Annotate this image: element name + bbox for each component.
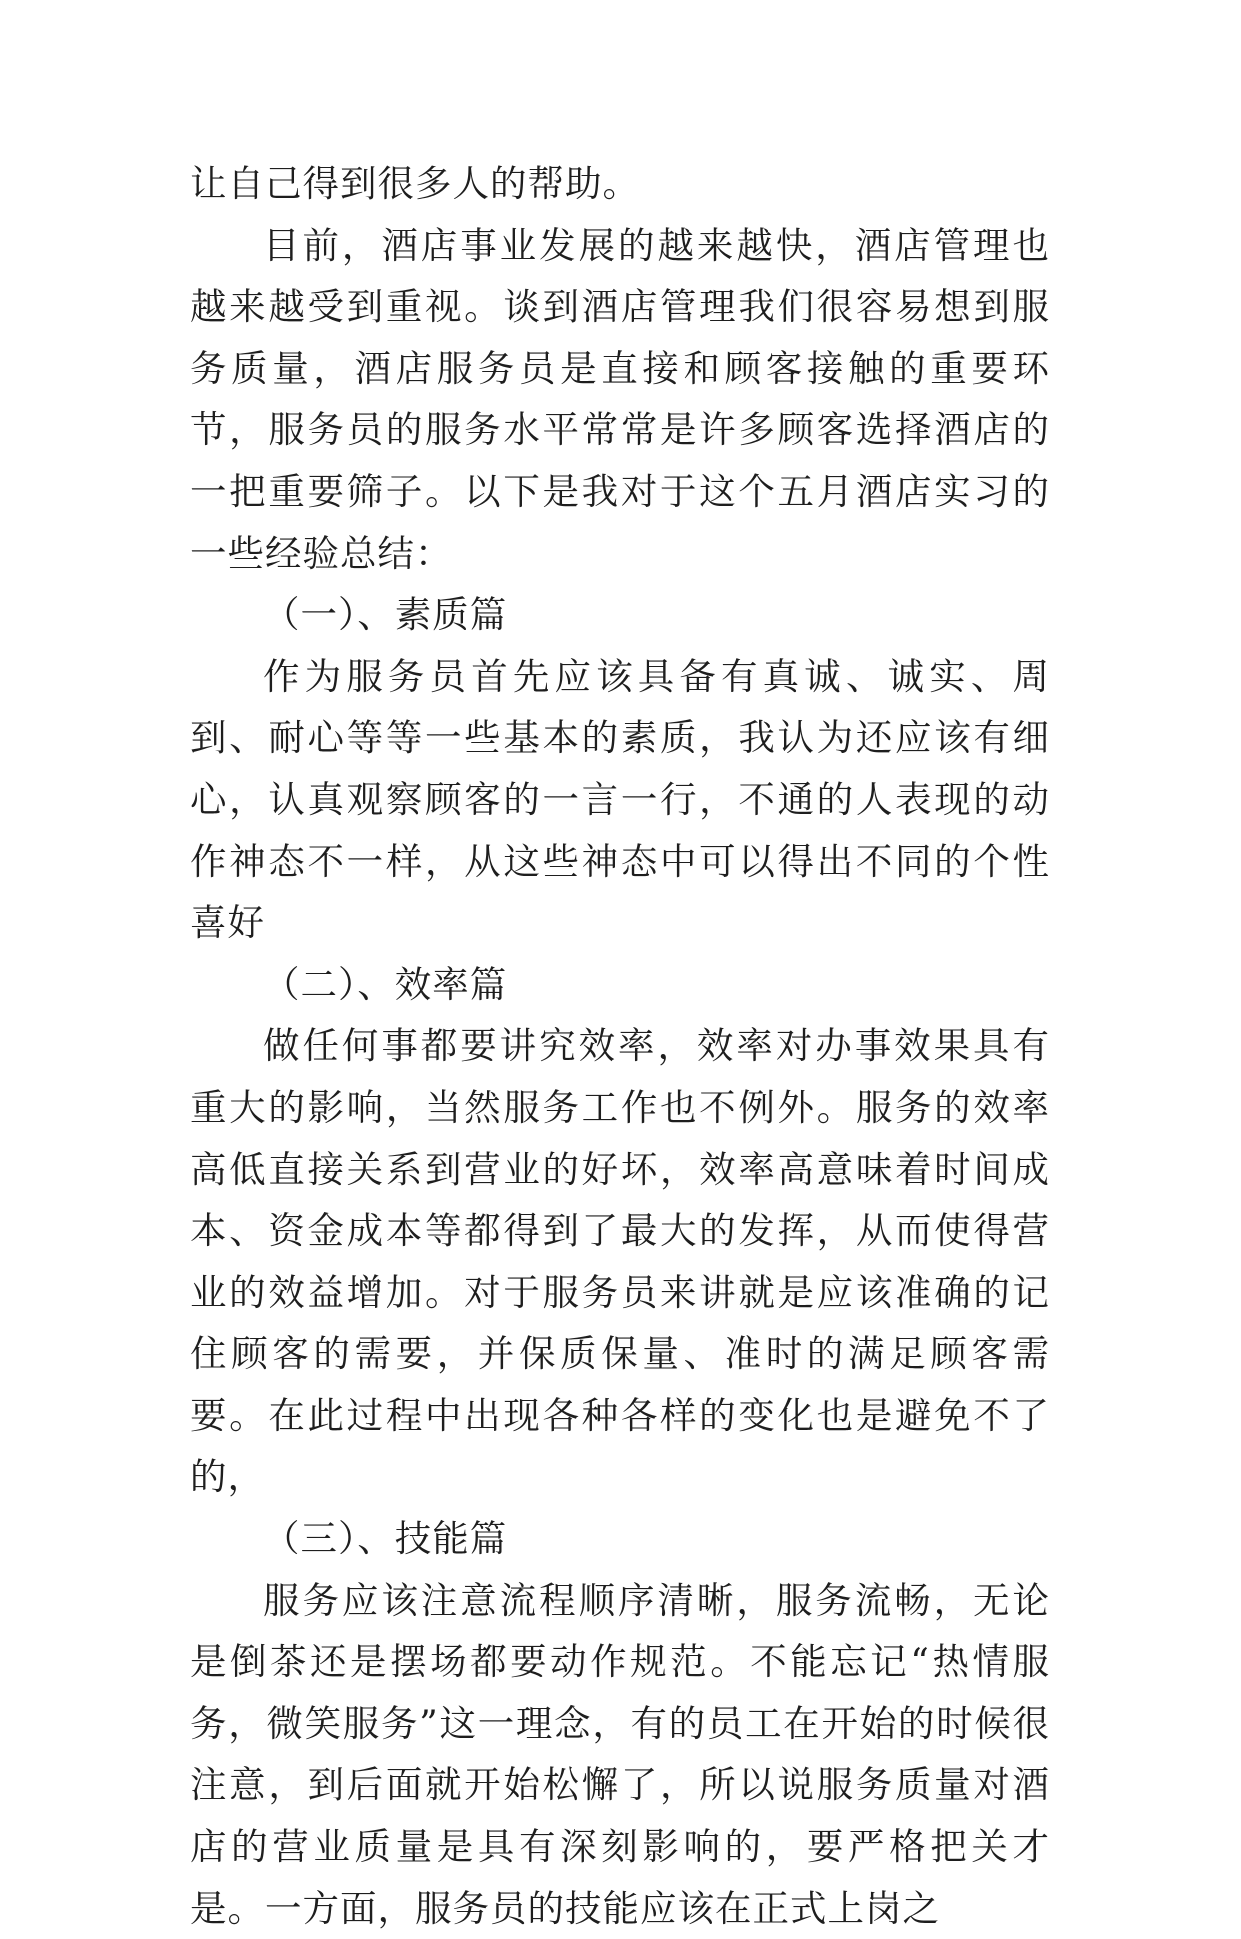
- paragraph-efficiency: 做任何事都要讲究效率，效率对办事效果具有重大的影响，当然服务工作也不例外。服务的效率高低直接关系到营业的好坏，效率高意味着时间成本、资金成本等都得到了最大的发挥，从而使得营业的效益增加。对于服务员来讲就是应该准确的记住顾客的需要，并保质保量、准时的满足顾客需要。在此过程中出现各种各样的变化也是避免不了的，: [190, 1024, 1050, 1499]
- section-heading-efficiency: （二）、效率篇: [263, 962, 508, 1006]
- paragraph-skills: 服务应该注意流程顺序清晰，服务流畅，无论是倒茶还是摆场都要动作规范。不能忘记“热情服务，微笑服务”这一理念，有的员工在开始的时候很注意，到后面就开始松懈了，所以说服务质量对酒店的营业质量是具有深刻影响的，要严格把关才是。一方面，服务员的技能应该在正式上岗之: [190, 1578, 1050, 1930]
- section-heading-quality: （一）、素质篇: [263, 593, 508, 637]
- paragraph-continuation: 让自己得到很多人的帮助。: [190, 162, 640, 205]
- section-heading-skills: （三）、技能篇: [263, 1517, 508, 1561]
- document-body: [190, 153, 1050, 1939]
- paragraph-quality: 作为服务员首先应该具备有真诚、诚实、周到、耐心等等一些基本的素质，我认为还应该有细心，认真观察顾客的一言一行，不通的人表现的动作神态不一样，从这些神态中可以得出不同的个性喜好: [190, 654, 1050, 945]
- paragraph-hotel-management-intro: 目前，酒店事业发展的越来越快，酒店管理也越来越受到重视。谈到酒店管理我们很容易想到服务质量，酒店服务员是直接和顾客接触的重要环节，服务员的服务水平常常是许多顾客选择酒店的一把重要筛子。以下是我对于这个五月酒店实习的一些经验总结：: [190, 223, 1050, 575]
